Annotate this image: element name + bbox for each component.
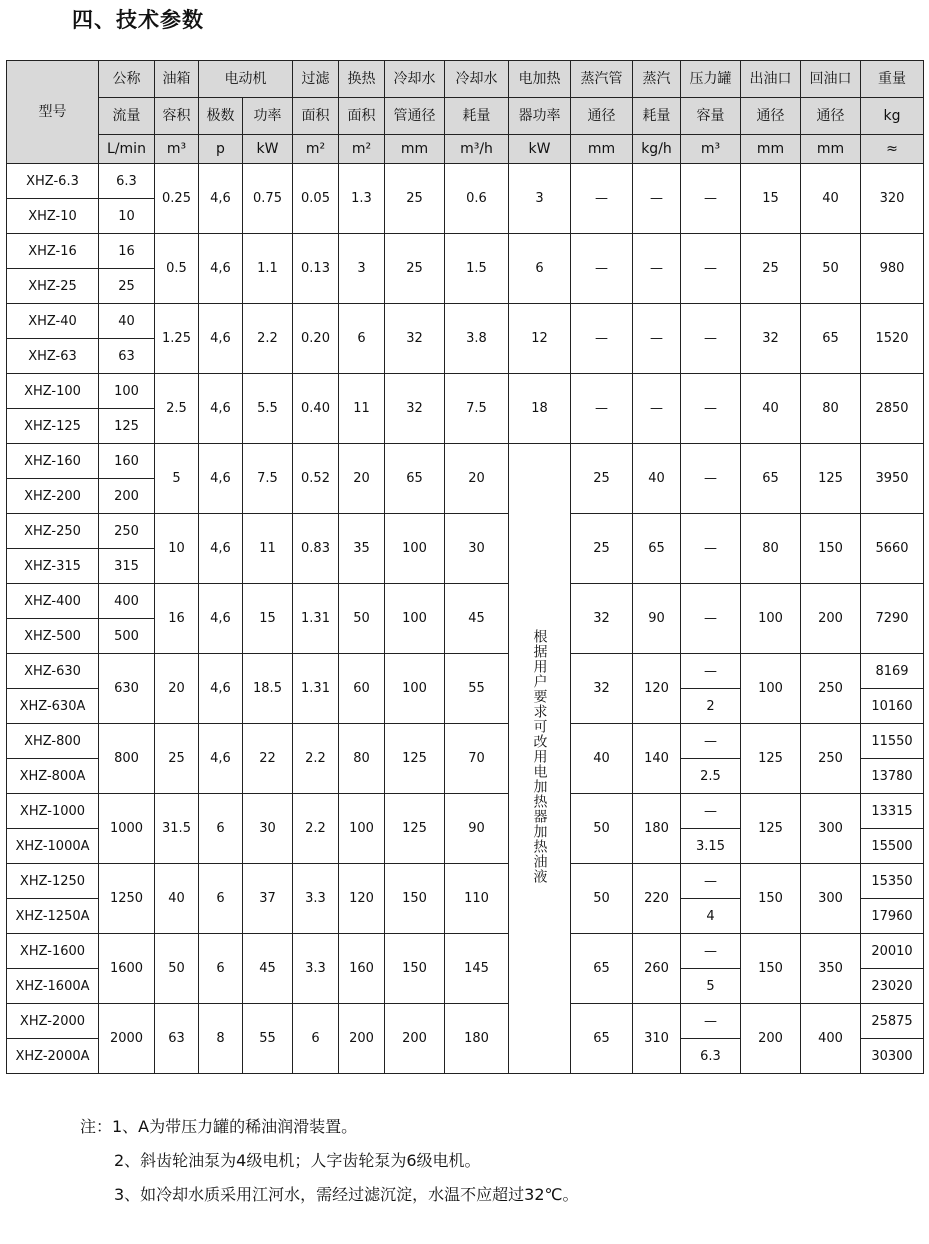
- return-cell: 300: [801, 864, 861, 934]
- ptank-cell: —: [681, 304, 741, 374]
- flow-cell: 125: [99, 409, 155, 444]
- cw-use-cell: 0.6: [445, 164, 509, 234]
- weight-cell: 10160: [861, 689, 924, 724]
- filter-cell: 1.31: [293, 654, 339, 724]
- model-cell: XHZ-16: [7, 234, 99, 269]
- return-cell: 200: [801, 584, 861, 654]
- steam-pipe-cell: 32: [571, 584, 633, 654]
- heat-cell: 60: [339, 654, 385, 724]
- return-cell: 350: [801, 934, 861, 1004]
- header-filter-unit: m²: [293, 135, 339, 164]
- steam-pipe-cell: 65: [571, 1004, 633, 1074]
- flow-cell: 1600: [99, 934, 155, 1004]
- steam-use-cell: —: [633, 374, 681, 444]
- heat-cell: 80: [339, 724, 385, 794]
- ptank-cell: —: [681, 794, 741, 829]
- poles-cell: 4,6: [199, 234, 243, 304]
- header-poles-unit: p: [199, 135, 243, 164]
- return-cell: 400: [801, 1004, 861, 1074]
- note-1: 注：1、A为带压力罐的稀油润滑装置。: [80, 1117, 358, 1136]
- cw-pipe-cell: 200: [385, 1004, 445, 1074]
- power-cell: 55: [243, 1004, 293, 1074]
- ptank-cell: —: [681, 1004, 741, 1039]
- section-title: 四、技术参数: [72, 8, 204, 32]
- header-flow-l1: 公称: [99, 61, 155, 98]
- model-cell: XHZ-1000: [7, 794, 99, 829]
- ptank-cell: —: [681, 934, 741, 969]
- steam-pipe-cell: 65: [571, 934, 633, 1004]
- poles-cell: 4,6: [199, 724, 243, 794]
- return-cell: 50: [801, 234, 861, 304]
- tank-cell: 25: [155, 724, 199, 794]
- poles-cell: 4,6: [199, 374, 243, 444]
- outlet-cell: 100: [741, 654, 801, 724]
- header-power-unit: kW: [243, 135, 293, 164]
- steam-pipe-cell: 32: [571, 654, 633, 724]
- table-row: [7, 934, 924, 969]
- poles-cell: 6: [199, 934, 243, 1004]
- tank-cell: 5: [155, 444, 199, 514]
- header-tank-unit: m³: [155, 135, 199, 164]
- cw-use-cell: 30: [445, 514, 509, 584]
- cw-pipe-cell: 150: [385, 864, 445, 934]
- filter-cell: 0.40: [293, 374, 339, 444]
- filter-cell: 0.13: [293, 234, 339, 304]
- cw-pipe-cell: 32: [385, 374, 445, 444]
- tank-cell: 20: [155, 654, 199, 724]
- heater-note: 根据用户要求可改用电加热器加热油液: [531, 629, 548, 884]
- header-cw-use-l1: 冷却水: [445, 61, 509, 98]
- power-cell: 22: [243, 724, 293, 794]
- cw-pipe-cell: 125: [385, 794, 445, 864]
- power-cell: 30: [243, 794, 293, 864]
- cw-pipe-cell: 100: [385, 584, 445, 654]
- header-heat-l1: 换热: [339, 61, 385, 98]
- model-cell: XHZ-1250: [7, 864, 99, 899]
- table-header: [7, 61, 924, 164]
- power-cell: 11: [243, 514, 293, 584]
- header-heater-unit: kW: [509, 135, 571, 164]
- outlet-cell: 15: [741, 164, 801, 234]
- flow-cell: 160: [99, 444, 155, 479]
- header-cw-use-unit: m³/h: [445, 135, 509, 164]
- steam-use-cell: —: [633, 164, 681, 234]
- ptank-cell: —: [681, 654, 741, 689]
- notes: [80, 1110, 579, 1212]
- filter-cell: 6: [293, 1004, 339, 1074]
- header-heater-l2: 器功率: [509, 98, 571, 135]
- header-steam-pipe-l2: 通径: [571, 98, 633, 135]
- flow-cell: 16: [99, 234, 155, 269]
- header-return-l1: 回油口: [801, 61, 861, 98]
- model-cell: XHZ-1250A: [7, 899, 99, 934]
- heat-cell: 120: [339, 864, 385, 934]
- cw-use-cell: 20: [445, 444, 509, 514]
- power-cell: 15: [243, 584, 293, 654]
- outlet-cell: 125: [741, 794, 801, 864]
- note-3: 3、如冷却水质采用江河水，需经过滤沉淀，水温不应超过32℃。: [114, 1185, 579, 1204]
- ptank-cell: —: [681, 514, 741, 584]
- steam-pipe-cell: 50: [571, 864, 633, 934]
- model-cell: XHZ-630A: [7, 689, 99, 724]
- header-outlet-l1: 出油口: [741, 61, 801, 98]
- power-cell: 1.1: [243, 234, 293, 304]
- table-row: [7, 444, 924, 479]
- header-poles: 极数: [199, 98, 243, 135]
- note-2: 2、斜齿轮油泵为4级电机；人字齿轮泵为6级电机。: [114, 1151, 481, 1170]
- cw-pipe-cell: 25: [385, 234, 445, 304]
- header-flow-l2: 流量: [99, 98, 155, 135]
- table-row: [7, 514, 924, 549]
- ptank-cell: —: [681, 234, 741, 304]
- flow-cell: 100: [99, 374, 155, 409]
- table-row: [7, 304, 924, 339]
- filter-cell: 3.3: [293, 934, 339, 1004]
- filter-cell: 2.2: [293, 724, 339, 794]
- table-row: [7, 724, 924, 759]
- filter-cell: 0.20: [293, 304, 339, 374]
- model-cell: XHZ-200: [7, 479, 99, 514]
- header-tank-l1: 油箱: [155, 61, 199, 98]
- ptank-cell: —: [681, 444, 741, 514]
- cw-pipe-cell: 25: [385, 164, 445, 234]
- heat-cell: 35: [339, 514, 385, 584]
- model-cell: XHZ-800: [7, 724, 99, 759]
- ptank-cell: 6.3: [681, 1039, 741, 1074]
- poles-cell: 8: [199, 1004, 243, 1074]
- return-cell: 80: [801, 374, 861, 444]
- tank-cell: 2.5: [155, 374, 199, 444]
- spec-table: [6, 60, 924, 1074]
- return-cell: 40: [801, 164, 861, 234]
- tank-cell: 16: [155, 584, 199, 654]
- model-cell: XHZ-2000: [7, 1004, 99, 1039]
- table-row: [7, 164, 924, 199]
- model-cell: XHZ-630: [7, 654, 99, 689]
- table-row: [7, 1004, 924, 1039]
- tank-cell: 63: [155, 1004, 199, 1074]
- tank-cell: 0.5: [155, 234, 199, 304]
- model-cell: XHZ-2000A: [7, 1039, 99, 1074]
- power-cell: 37: [243, 864, 293, 934]
- poles-cell: 4,6: [199, 654, 243, 724]
- header-return-unit: mm: [801, 135, 861, 164]
- header-steam-pipe-l1: 蒸汽管: [571, 61, 633, 98]
- filter-cell: 3.3: [293, 864, 339, 934]
- cw-pipe-cell: 100: [385, 514, 445, 584]
- table-row: [7, 584, 924, 619]
- weight-cell: 23020: [861, 969, 924, 1004]
- steam-pipe-cell: 25: [571, 514, 633, 584]
- steam-pipe-cell: 50: [571, 794, 633, 864]
- ptank-cell: 4: [681, 899, 741, 934]
- header-cw-pipe-l1: 冷却水: [385, 61, 445, 98]
- tank-cell: 50: [155, 934, 199, 1004]
- ptank-cell: 2: [681, 689, 741, 724]
- return-cell: 300: [801, 794, 861, 864]
- header-heat-unit: m²: [339, 135, 385, 164]
- header-power: 功率: [243, 98, 293, 135]
- return-cell: 250: [801, 724, 861, 794]
- flow-cell: 200: [99, 479, 155, 514]
- ptank-cell: 2.5: [681, 759, 741, 794]
- heat-cell: 3: [339, 234, 385, 304]
- heater-cell: 3: [509, 164, 571, 234]
- header-outlet-unit: mm: [741, 135, 801, 164]
- header-ptank-l2: 容量: [681, 98, 741, 135]
- header-flow-unit: L/min: [99, 135, 155, 164]
- return-cell: 125: [801, 444, 861, 514]
- flow-cell: 1250: [99, 864, 155, 934]
- heat-cell: 1.3: [339, 164, 385, 234]
- model-cell: XHZ-315: [7, 549, 99, 584]
- model-cell: XHZ-10: [7, 199, 99, 234]
- header-ptank-l1: 压力罐: [681, 61, 741, 98]
- header-weight-l2: kg: [861, 98, 924, 135]
- steam-pipe-cell: —: [571, 304, 633, 374]
- outlet-cell: 200: [741, 1004, 801, 1074]
- weight-cell: 8169: [861, 654, 924, 689]
- flow-cell: 315: [99, 549, 155, 584]
- cw-use-cell: 110: [445, 864, 509, 934]
- flow-cell: 630: [99, 654, 155, 724]
- header-steam-use-unit: kg/h: [633, 135, 681, 164]
- weight-cell: 15500: [861, 829, 924, 864]
- cw-use-cell: 55: [445, 654, 509, 724]
- header-filter-l1: 过滤: [293, 61, 339, 98]
- ptank-cell: 3.15: [681, 829, 741, 864]
- header-filter-l2: 面积: [293, 98, 339, 135]
- power-cell: 2.2: [243, 304, 293, 374]
- model-cell: XHZ-63: [7, 339, 99, 374]
- model-cell: XHZ-1600A: [7, 969, 99, 1004]
- steam-use-cell: 180: [633, 794, 681, 864]
- tank-cell: 31.5: [155, 794, 199, 864]
- poles-cell: 4,6: [199, 444, 243, 514]
- table-row: [7, 654, 924, 689]
- steam-use-cell: 90: [633, 584, 681, 654]
- header-heat-l2: 面积: [339, 98, 385, 135]
- weight-cell: 30300: [861, 1039, 924, 1074]
- weight-cell: 320: [861, 164, 924, 234]
- heat-cell: 6: [339, 304, 385, 374]
- filter-cell: 0.05: [293, 164, 339, 234]
- heater-cell: 6: [509, 234, 571, 304]
- model-cell: XHZ-100: [7, 374, 99, 409]
- tank-cell: 0.25: [155, 164, 199, 234]
- cw-use-cell: 180: [445, 1004, 509, 1074]
- outlet-cell: 125: [741, 724, 801, 794]
- ptank-cell: —: [681, 724, 741, 759]
- ptank-cell: —: [681, 864, 741, 899]
- header-model: 型号: [7, 61, 99, 164]
- table-row: [7, 794, 924, 829]
- cw-use-cell: 145: [445, 934, 509, 1004]
- ptank-cell: —: [681, 584, 741, 654]
- tank-cell: 1.25: [155, 304, 199, 374]
- steam-pipe-cell: —: [571, 234, 633, 304]
- outlet-cell: 150: [741, 864, 801, 934]
- header-ptank-unit: m³: [681, 135, 741, 164]
- weight-cell: 15350: [861, 864, 924, 899]
- steam-use-cell: 220: [633, 864, 681, 934]
- header-return-l2: 通径: [801, 98, 861, 135]
- power-cell: 7.5: [243, 444, 293, 514]
- table-body: [7, 164, 924, 1074]
- power-cell: 5.5: [243, 374, 293, 444]
- model-cell: XHZ-800A: [7, 759, 99, 794]
- header-steam-use-l1: 蒸汽: [633, 61, 681, 98]
- heater-cell: 18: [509, 374, 571, 444]
- header-tank-l2: 容积: [155, 98, 199, 135]
- power-cell: 45: [243, 934, 293, 1004]
- header-heater-l1: 电加热: [509, 61, 571, 98]
- steam-pipe-cell: —: [571, 374, 633, 444]
- header-steam-use-l2: 耗量: [633, 98, 681, 135]
- steam-use-cell: —: [633, 304, 681, 374]
- heat-cell: 20: [339, 444, 385, 514]
- outlet-cell: 65: [741, 444, 801, 514]
- heat-cell: 11: [339, 374, 385, 444]
- header-weight-unit: ≈: [861, 135, 924, 164]
- flow-cell: 400: [99, 584, 155, 619]
- filter-cell: 0.83: [293, 514, 339, 584]
- model-cell: XHZ-125: [7, 409, 99, 444]
- return-cell: 250: [801, 654, 861, 724]
- steam-pipe-cell: 40: [571, 724, 633, 794]
- weight-cell: 2850: [861, 374, 924, 444]
- poles-cell: 4,6: [199, 304, 243, 374]
- heater-note-cell: [509, 444, 571, 1074]
- flow-cell: 63: [99, 339, 155, 374]
- flow-cell: 250: [99, 514, 155, 549]
- heater-cell: 12: [509, 304, 571, 374]
- return-cell: 65: [801, 304, 861, 374]
- model-cell: XHZ-1600: [7, 934, 99, 969]
- heat-cell: 100: [339, 794, 385, 864]
- ptank-cell: —: [681, 374, 741, 444]
- outlet-cell: 40: [741, 374, 801, 444]
- filter-cell: 1.31: [293, 584, 339, 654]
- outlet-cell: 80: [741, 514, 801, 584]
- model-cell: XHZ-160: [7, 444, 99, 479]
- steam-use-cell: 65: [633, 514, 681, 584]
- model-cell: XHZ-40: [7, 304, 99, 339]
- weight-cell: 1520: [861, 304, 924, 374]
- steam-use-cell: 140: [633, 724, 681, 794]
- weight-cell: 20010: [861, 934, 924, 969]
- header-cw-use-l2: 耗量: [445, 98, 509, 135]
- weight-cell: 3950: [861, 444, 924, 514]
- header-cw-pipe-l2: 管通径: [385, 98, 445, 135]
- tank-cell: 10: [155, 514, 199, 584]
- flow-cell: 10: [99, 199, 155, 234]
- cw-pipe-cell: 65: [385, 444, 445, 514]
- ptank-cell: 5: [681, 969, 741, 1004]
- steam-pipe-cell: 25: [571, 444, 633, 514]
- weight-cell: 7290: [861, 584, 924, 654]
- weight-cell: 980: [861, 234, 924, 304]
- model-cell: XHZ-6.3: [7, 164, 99, 199]
- weight-cell: 5660: [861, 514, 924, 584]
- flow-cell: 2000: [99, 1004, 155, 1074]
- steam-use-cell: —: [633, 234, 681, 304]
- header-outlet-l2: 通径: [741, 98, 801, 135]
- cw-use-cell: 3.8: [445, 304, 509, 374]
- power-cell: 0.75: [243, 164, 293, 234]
- flow-cell: 800: [99, 724, 155, 794]
- weight-cell: 11550: [861, 724, 924, 759]
- header-motor: 电动机: [199, 61, 293, 98]
- flow-cell: 25: [99, 269, 155, 304]
- flow-cell: 500: [99, 619, 155, 654]
- tank-cell: 40: [155, 864, 199, 934]
- model-cell: XHZ-400: [7, 584, 99, 619]
- cw-use-cell: 1.5: [445, 234, 509, 304]
- poles-cell: 6: [199, 864, 243, 934]
- cw-use-cell: 70: [445, 724, 509, 794]
- cw-pipe-cell: 150: [385, 934, 445, 1004]
- ptank-cell: —: [681, 164, 741, 234]
- cw-pipe-cell: 100: [385, 654, 445, 724]
- heat-cell: 200: [339, 1004, 385, 1074]
- steam-use-cell: 260: [633, 934, 681, 1004]
- steam-use-cell: 120: [633, 654, 681, 724]
- cw-use-cell: 45: [445, 584, 509, 654]
- header-weight-l1: 重量: [861, 61, 924, 98]
- filter-cell: 0.52: [293, 444, 339, 514]
- header-cw-pipe-unit: mm: [385, 135, 445, 164]
- flow-cell: 40: [99, 304, 155, 339]
- heat-cell: 50: [339, 584, 385, 654]
- poles-cell: 4,6: [199, 164, 243, 234]
- flow-cell: 6.3: [99, 164, 155, 199]
- weight-cell: 17960: [861, 899, 924, 934]
- outlet-cell: 25: [741, 234, 801, 304]
- return-cell: 150: [801, 514, 861, 584]
- cw-pipe-cell: 125: [385, 724, 445, 794]
- model-cell: XHZ-1000A: [7, 829, 99, 864]
- steam-use-cell: 310: [633, 1004, 681, 1074]
- poles-cell: 4,6: [199, 514, 243, 584]
- cw-use-cell: 7.5: [445, 374, 509, 444]
- model-cell: XHZ-500: [7, 619, 99, 654]
- outlet-cell: 32: [741, 304, 801, 374]
- weight-cell: 13315: [861, 794, 924, 829]
- steam-use-cell: 40: [633, 444, 681, 514]
- outlet-cell: 100: [741, 584, 801, 654]
- cw-use-cell: 90: [445, 794, 509, 864]
- outlet-cell: 150: [741, 934, 801, 1004]
- table-row: [7, 374, 924, 409]
- poles-cell: 4,6: [199, 584, 243, 654]
- table-row: [7, 234, 924, 269]
- header-steam-pipe-unit: mm: [571, 135, 633, 164]
- model-cell: XHZ-250: [7, 514, 99, 549]
- cw-pipe-cell: 32: [385, 304, 445, 374]
- flow-cell: 1000: [99, 794, 155, 864]
- model-cell: XHZ-25: [7, 269, 99, 304]
- filter-cell: 2.2: [293, 794, 339, 864]
- power-cell: 18.5: [243, 654, 293, 724]
- weight-cell: 25875: [861, 1004, 924, 1039]
- poles-cell: 6: [199, 794, 243, 864]
- weight-cell: 13780: [861, 759, 924, 794]
- steam-pipe-cell: —: [571, 164, 633, 234]
- table-row: [7, 864, 924, 899]
- heat-cell: 160: [339, 934, 385, 1004]
